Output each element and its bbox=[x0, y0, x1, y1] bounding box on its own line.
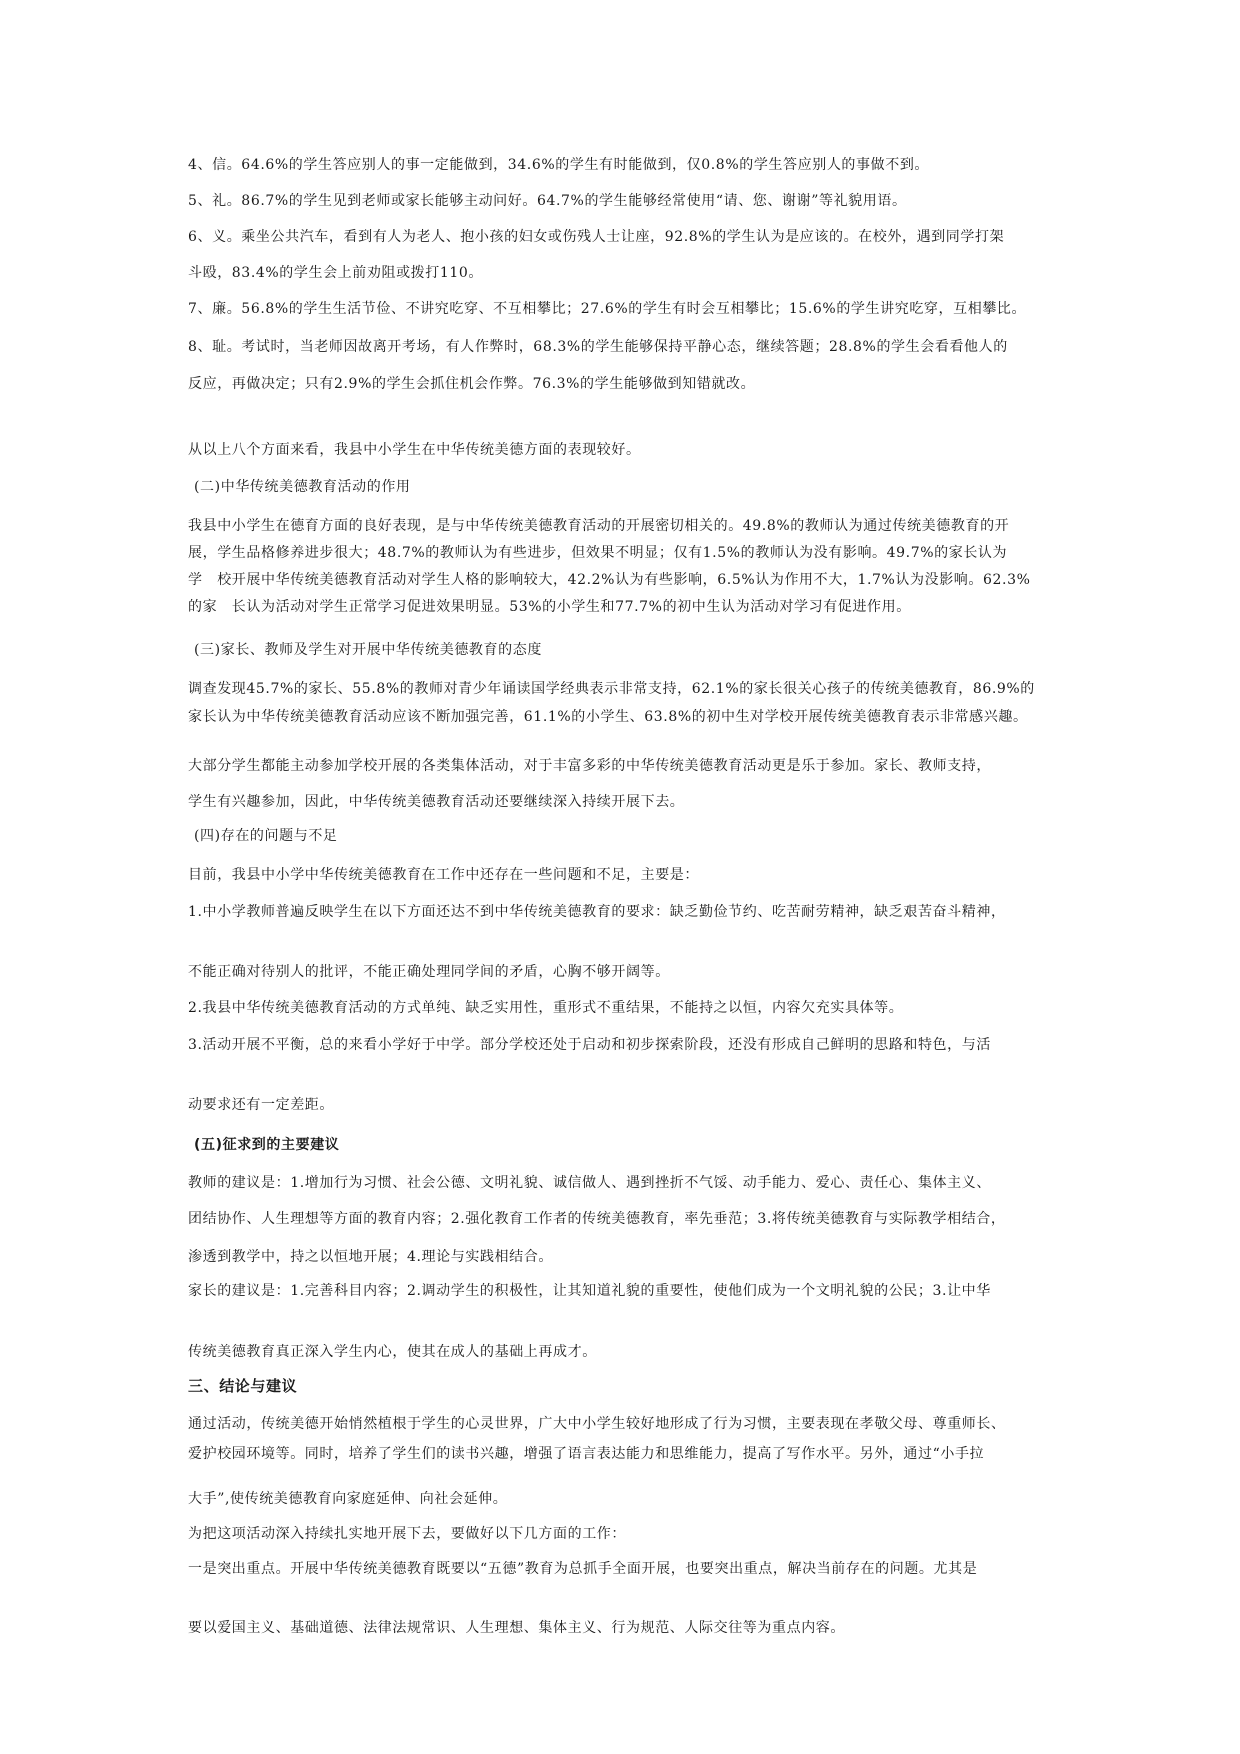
paragraph-line: 反应，再做决定；只有2.9%的学生会抓住机会作弊。76.3%的学生能够做到知错就改。 bbox=[188, 376, 756, 392]
paragraph-line: 通过活动，传统美德开始悄然植根于学生的心灵世界，广大中小学生较好地形成了行为习惯，主要表现在孝敬父母、尊重师长、 bbox=[188, 1416, 1006, 1432]
section-heading: (二)中华传统美德教育活动的作用 bbox=[194, 479, 411, 495]
paragraph-line: 2.我县中华传统美德教育活动的方式单纯、缺乏实用性，重形式不重结果，不能持之以恒，内容欠充实具体等。 bbox=[188, 1000, 904, 1016]
paragraph-line: 团结协作、人生理想等方面的教育内容；2.强化教育工作者的传统美德教育，率先垂范；3.将传统美德教育与实际教学相结合， bbox=[188, 1211, 1006, 1227]
paragraph-line: 传统美德教育真正深入学生内心，使其在成人的基础上再成才。 bbox=[188, 1344, 597, 1360]
paragraph-line: 调查发现45.7%的家长、55.8%的教师对青少年诵读国学经典表示非常支持，62.1%的家长很关心孩子的传统美德教育，86.9%的 bbox=[188, 681, 1035, 697]
paragraph-line: 家长的建议是：1.完善科目内容；2.调动学生的积极性，让其知道礼貌的重要性，使他们成为一个文明礼貌的公民；3.让中华 bbox=[188, 1283, 991, 1299]
section-heading: (四)存在的问题与不足 bbox=[194, 828, 338, 844]
paragraph-line: 大手”,使传统美德教育向家庭延伸、向社会延伸。 bbox=[188, 1491, 508, 1507]
paragraph-line: 家长认为中华传统美德教育活动应该不断加强完善，61.1%的小学生、63.8%的初中生对学校开展传统美德教育表示非常感兴趣。 bbox=[188, 709, 1028, 725]
paragraph-line: 6、义。乘坐公共汽车，看到有人为老人、抱小孩的妇女或伤残人士让座，92.8%的学生认为是应该的。在校外，遇到同学打架 bbox=[188, 229, 1005, 245]
paragraph-line: 爱护校园环境等。同时，培养了学生们的读书兴趣，增强了语言表达能力和思维能力，提高了写作水平。另外，通过“小手拉 bbox=[188, 1446, 985, 1462]
paragraph-line: 渗透到教学中，持之以恒地开展；4.理论与实践相结合。 bbox=[188, 1249, 553, 1265]
paragraph-line: 3.活动开展不平衡，总的来看小学好于中学。部分学校还处于启动和初步探索阶段，还没有形成自己鲜明的思路和特色，与活 bbox=[188, 1037, 991, 1053]
paragraph-line: 目前，我县中小学中华传统美德教育在工作中还存在一些问题和不足，主要是： bbox=[188, 867, 699, 883]
section-heading-bold: (五)征求到的主要建议 bbox=[194, 1137, 340, 1153]
paragraph-line: 大部分学生都能主动参加学校开展的各类集体活动，对于丰富多彩的中华传统美德教育活动更是乐于参加。家长、教师支持， bbox=[188, 758, 991, 774]
paragraph-line: 7、廉。56.8%的学生生活节俭、不讲究吃穿、不互相攀比；27.6%的学生有时会互相攀比；15.6%的学生讲究吃穿，互相攀比。 bbox=[188, 301, 1027, 317]
paragraph-line: 要以爱国主义、基础道德、法律法规常识、人生理想、集体主义、行为规范、人际交往等为重点内容。 bbox=[188, 1620, 845, 1636]
paragraph-line: 学生有兴趣参加，因此，中华传统美德教育活动还要继续深入持续开展下去。 bbox=[188, 794, 685, 810]
paragraph-line: 我县中小学生在德育方面的良好表现，是与中华传统美德教育活动的开展密切相关的。49.8%的教师认为通过传统美德教育的开 bbox=[188, 518, 1010, 534]
paragraph-line: 教师的建议是：1.增加行为习惯、社会公德、文明礼貌、诚信做人、遇到挫折不气馁、动手能力、爱心、责任心、集体主义、 bbox=[188, 1175, 991, 1191]
paragraph-line: 不能正确对待别人的批评，不能正确处理同学间的矛盾，心胸不够开阔等。 bbox=[188, 964, 670, 980]
paragraph-line: 4、信。64.6%的学生答应别人的事一定能做到，34.6%的学生有时能做到，仅0.8%的学生答应别人的事做不到。 bbox=[188, 157, 930, 173]
paragraph-line: 斗殴，83.4%的学生会上前劝阻或拨打110。 bbox=[188, 265, 483, 281]
paragraph-line: 从以上八个方面来看，我县中小学生在中华传统美德方面的表现较好。 bbox=[188, 442, 641, 458]
paragraph-line: 1.中小学教师普遍反映学生在以下方面还达不到中华传统美德教育的要求：缺乏勤俭节约、吃苦耐劳精神，缺乏艰苦奋斗精神， bbox=[188, 904, 1006, 920]
section-heading: (三)家长、教师及学生对开展中华传统美德教育的态度 bbox=[194, 642, 542, 658]
paragraph-line: 为把这项活动深入持续扎实地开展下去，要做好以下几方面的工作： bbox=[188, 1526, 626, 1542]
paragraph-line: 的家 长认为活动对学生正常学习促进效果明显。53%的小学生和77.7%的初中生认为活动对学习有促进作用。 bbox=[188, 599, 911, 615]
paragraph-line: 展，学生品格修养进步很大；48.7%的教师认为有些进步，但效果不明显；仅有1.5%的教师认为没有影响。49.7%的家长认为 bbox=[188, 545, 1008, 561]
paragraph-line: 一是突出重点。开展中华传统美德教育既要以“五德”教育为总抓手全面开展，也要突出重点，解决当前存在的问题。尤其是 bbox=[188, 1561, 978, 1577]
chapter-heading: 三、结论与建议 bbox=[188, 1377, 298, 1395]
paragraph-line: 学 校开展中华传统美德教育活动对学生人格的影响较大，42.2%认为有些影响，6.5%认为作用不大，1.7%认为没影响。62.3% bbox=[188, 572, 1031, 588]
paragraph-line: 5、礼。86.7%的学生见到老师或家长能够主动问好。64.7%的学生能够经常使用“请、您、谢谢”等礼貌用语。 bbox=[188, 193, 907, 209]
paragraph-line: 动要求还有一定差距。 bbox=[188, 1097, 334, 1113]
paragraph-line: 8、耻。考试时，当老师因故离开考场，有人作弊时，68.3%的学生能够保持平静心态，继续答题；28.8%的学生会看看他人的 bbox=[188, 339, 1008, 355]
